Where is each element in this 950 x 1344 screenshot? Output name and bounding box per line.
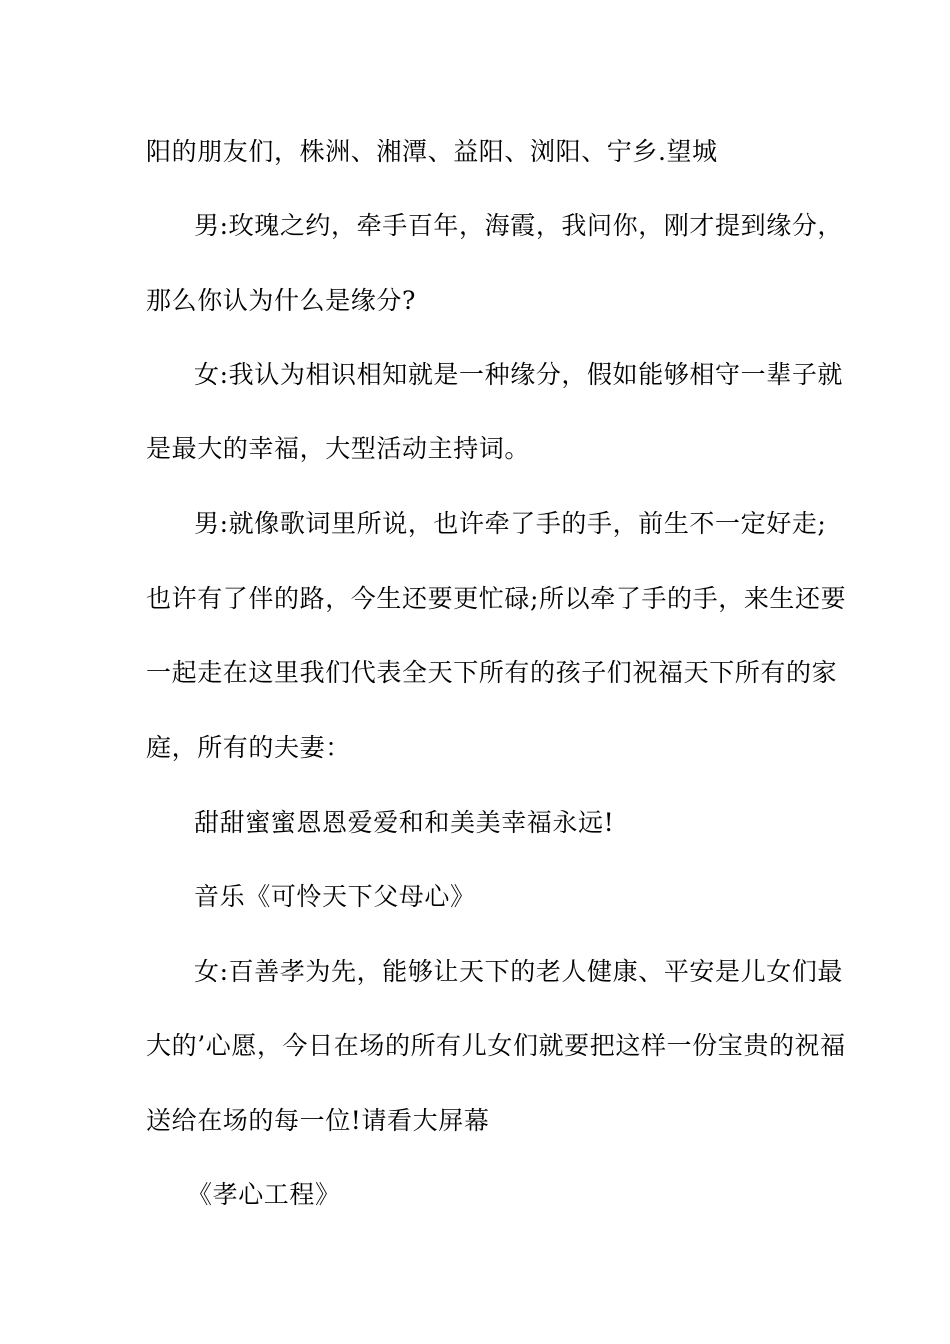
text-line-6: 男:就像歌词里所说，也许牵了手的手，前生不一定好走; — [194, 509, 827, 538]
text-line-4: 女:我认为相识相知就是一种缘分，假如能够相守一辈子就 — [194, 360, 844, 389]
text-line-15: 《孝心工程》 — [187, 1180, 341, 1209]
text-line-5: 是最大的幸福，大型活动主持词。 — [146, 434, 531, 463]
text-line-12: 女:百善孝为先，能够让天下的老人健康、平安是儿女们最 — [194, 957, 844, 986]
text-line-13: 大的’心愿，今日在场的所有儿女们就要把这样一份宝贵的祝福 — [146, 1031, 846, 1060]
text-line-3: 那么你认为什么是缘分? — [146, 286, 417, 315]
text-line-8: 一起走在这里我们代表全天下所有的孩子们祝福天下所有的家 — [146, 658, 838, 687]
text-line-9: 庭，所有的夫妻： — [146, 733, 351, 762]
text-line-14: 送给在场的每一位!请看大屏幕 — [146, 1106, 490, 1135]
text-line-10: 甜甜蜜蜜恩恩爱爱和和美美幸福永远! — [194, 808, 615, 837]
text-line-7: 也许有了伴的路，今生还要更忙碌;所以牵了手的手，来生还要 — [146, 584, 847, 613]
text-line-2: 男:玫瑰之约，牵手百年，海霞，我问你，刚才提到缘分， — [194, 211, 844, 240]
text-line-1: 阳的朋友们，株洲、湘潭、益阳、浏阳、宁乡.望城 — [146, 137, 718, 166]
text-line-11: 音乐《可怜天下父母心》 — [194, 882, 476, 911]
